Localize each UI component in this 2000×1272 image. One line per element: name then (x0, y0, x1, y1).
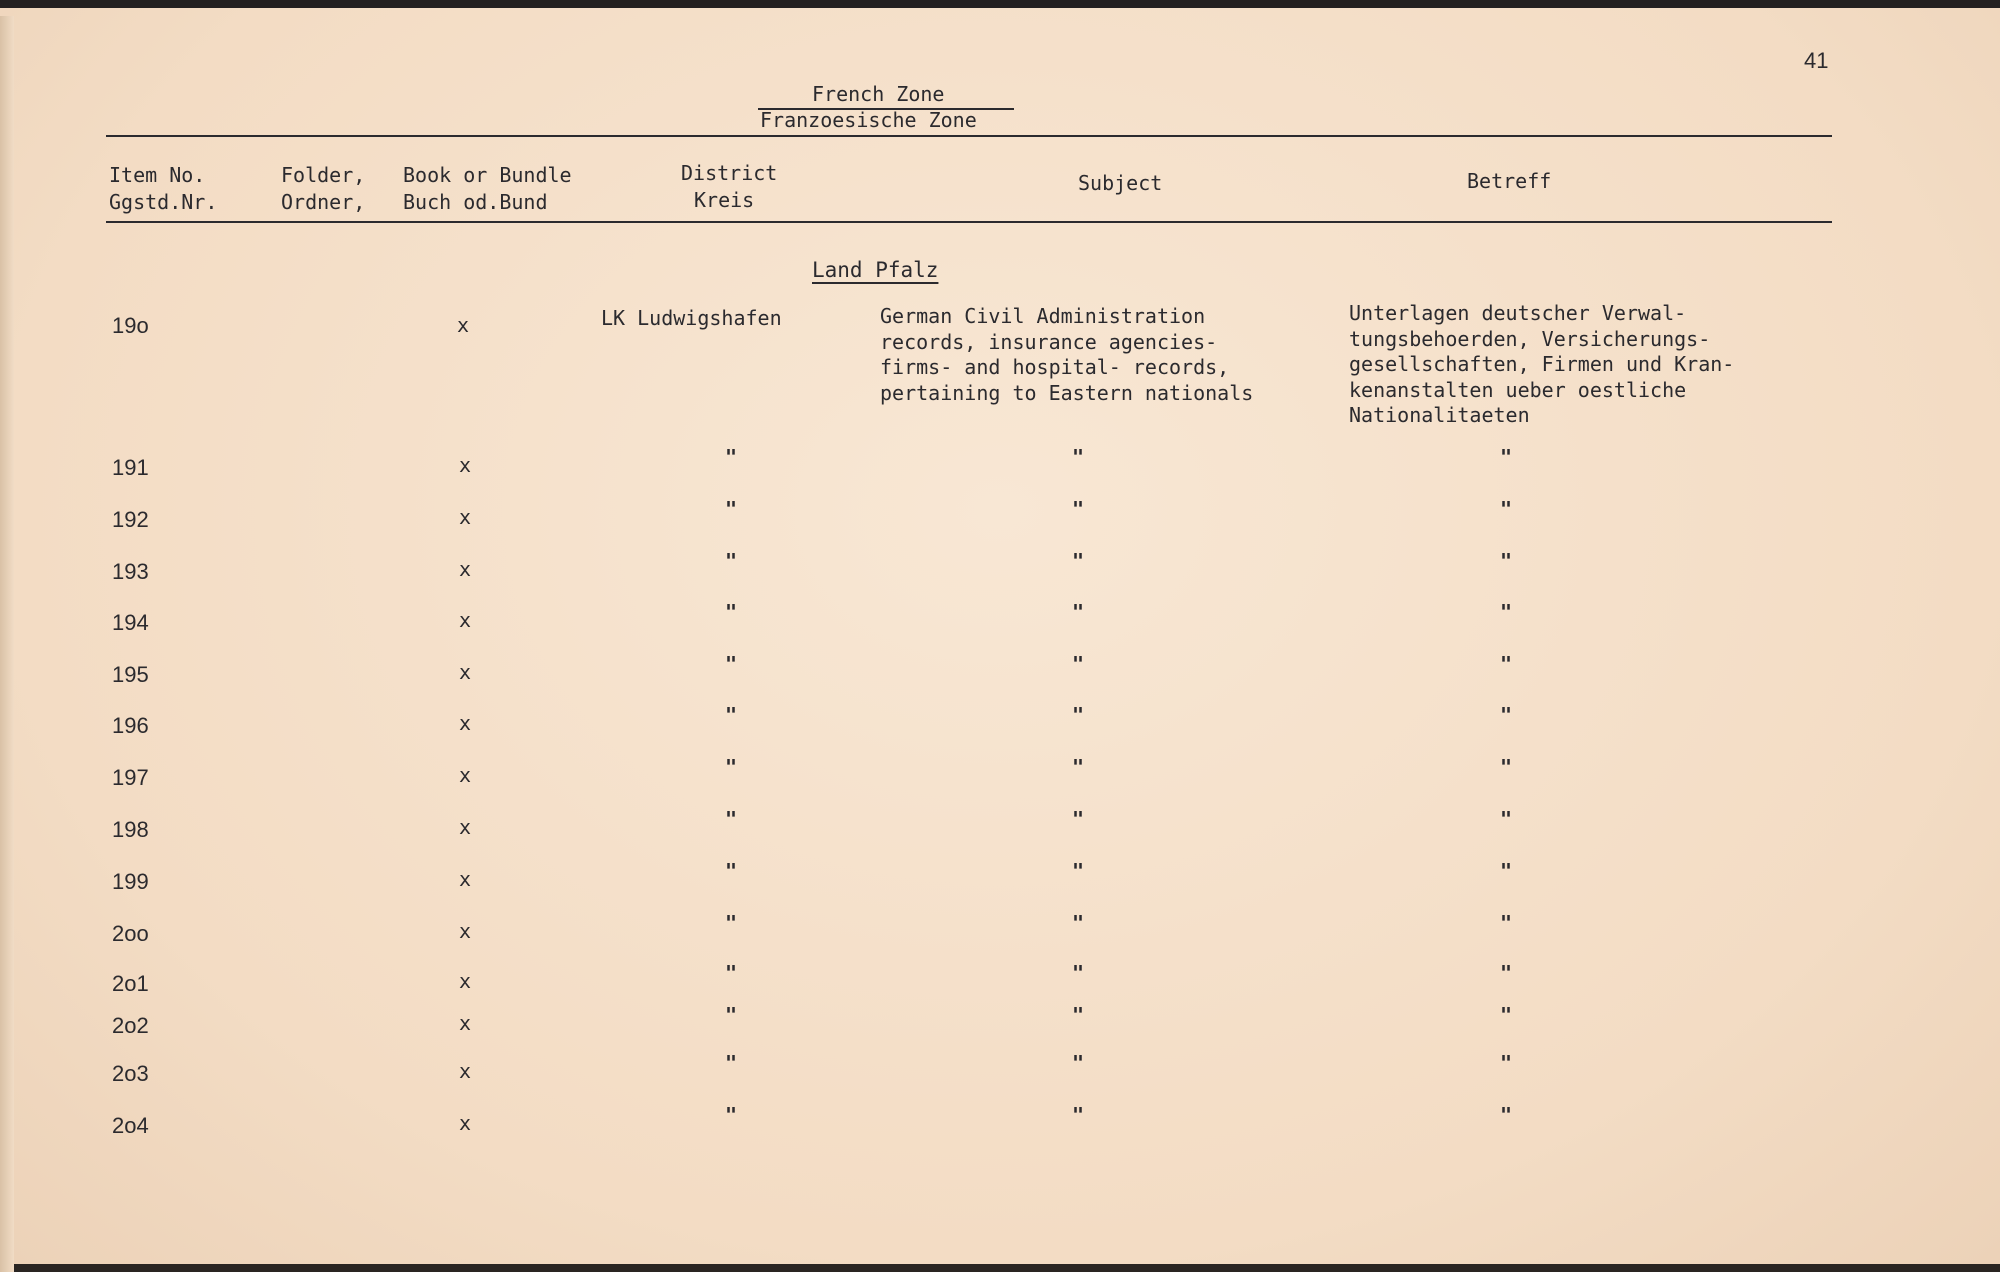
betreff-ditto: " (1500, 600, 1513, 624)
district-ditto: " (725, 911, 738, 935)
betreff-ditto: " (1500, 755, 1513, 779)
subject-ditto: " (1072, 859, 1085, 883)
district-ditto: " (725, 549, 738, 573)
page-binding-edge (0, 16, 14, 1272)
district-ditto: " (725, 445, 738, 469)
header-district-en: District (681, 161, 778, 185)
item-number: 2oo (112, 921, 149, 946)
header-bottom-rule (106, 221, 1832, 223)
document-page (0, 8, 2000, 1264)
subject-ditto: " (1072, 600, 1085, 624)
betreff-ditto: " (1500, 1003, 1513, 1027)
betreff-ditto: " (1500, 1103, 1513, 1127)
district-ditto: " (725, 652, 738, 676)
betreff-ditto: " (1500, 911, 1513, 935)
district-ditto: " (725, 600, 738, 624)
section-title: Land Pfalz (812, 258, 939, 282)
book-mark: x (459, 1111, 472, 1135)
book-mark: x (459, 505, 472, 529)
item-number: 191 (112, 455, 149, 480)
book-mark: x (459, 608, 472, 632)
subject-ditto: " (1072, 703, 1085, 727)
betreff-ditto: " (1500, 961, 1513, 985)
subject-ditto: " (1072, 807, 1085, 831)
header-item-de: Ggstd.Nr. (109, 190, 218, 214)
book-mark: x (459, 1011, 472, 1035)
column-header-betreff: Betreff (1467, 169, 1552, 193)
district-ditto: " (725, 961, 738, 985)
item-number: 197 (112, 765, 149, 790)
district-cell: LK Ludwigshafen (601, 306, 782, 330)
district-ditto: " (725, 1051, 738, 1075)
subject-ditto: " (1072, 961, 1085, 985)
betreff-cell: Unterlagen deutscher Verwal- tungsbehoerden, Versicherungs- gesellschaften, Firmen und Kran- kenanstalten ueber oestliche Nationalitaeten (1349, 301, 1735, 427)
item-number: 194 (112, 610, 149, 635)
item-number: 196 (112, 713, 149, 738)
subject-ditto: " (1072, 549, 1085, 573)
header-folder-de: Ordner, (281, 190, 366, 214)
zone-title-english: French Zone (812, 82, 945, 106)
district-ditto: " (725, 1103, 738, 1127)
item-number: 2o3 (112, 1061, 149, 1086)
subject-cell: German Civil Administration records, insurance agencies- firms- and hospital- records, pertaining to Eastern nationals (880, 304, 1254, 405)
book-mark: x (459, 763, 472, 787)
page-number: 41 (1804, 48, 1829, 73)
betreff-ditto: " (1500, 807, 1513, 831)
zone-title-german: Franzoesische Zone (760, 108, 977, 132)
betreff-ditto: " (1500, 859, 1513, 883)
book-mark: x (459, 867, 472, 891)
column-header-subject: Subject (1078, 171, 1163, 195)
book-mark: x (459, 1059, 472, 1083)
subject-ditto: " (1072, 445, 1085, 469)
district-ditto: " (725, 807, 738, 831)
betreff-ditto: " (1500, 703, 1513, 727)
item-number: 2o2 (112, 1013, 149, 1038)
subject-ditto: " (1072, 755, 1085, 779)
district-ditto: " (725, 703, 738, 727)
column-header-district (681, 160, 777, 214)
item-number: 199 (112, 869, 149, 894)
item-number: 19o (112, 313, 149, 338)
column-header-book (403, 162, 572, 216)
district-ditto: " (725, 859, 738, 883)
subject-ditto: " (1072, 1051, 1085, 1075)
item-number: 2o4 (112, 1113, 149, 1138)
district-ditto: " (725, 755, 738, 779)
betreff-ditto: " (1500, 445, 1513, 469)
header-district-de: Kreis (694, 188, 755, 212)
column-header-item (109, 162, 217, 216)
district-ditto: " (725, 497, 738, 521)
betreff-ditto: " (1500, 549, 1513, 573)
book-mark: x (457, 313, 470, 337)
item-number: 192 (112, 507, 149, 532)
item-number: 193 (112, 559, 149, 584)
subject-ditto: " (1072, 497, 1085, 521)
header-book-de: Buch od.Bund (403, 190, 548, 214)
subject-ditto: " (1072, 1003, 1085, 1027)
scan-top-border (0, 0, 2000, 8)
district-ditto: " (725, 1003, 738, 1027)
item-number: 2o1 (112, 971, 149, 996)
header-item-en: Item No. (109, 163, 206, 187)
item-number: 195 (112, 662, 149, 687)
column-header-folder (281, 162, 365, 216)
betreff-ditto: " (1500, 1051, 1513, 1075)
subject-ditto: " (1072, 911, 1085, 935)
item-number: 198 (112, 817, 149, 842)
betreff-ditto: " (1500, 652, 1513, 676)
header-folder-en: Folder, (281, 163, 366, 187)
book-mark: x (459, 969, 472, 993)
book-mark: x (459, 453, 472, 477)
book-mark: x (459, 919, 472, 943)
book-mark: x (459, 815, 472, 839)
book-mark: x (459, 557, 472, 581)
subject-ditto: " (1072, 652, 1085, 676)
subject-ditto: " (1072, 1103, 1085, 1127)
book-mark: x (459, 660, 472, 684)
header-book-en: Book or Bundle (403, 163, 572, 187)
header-top-rule (106, 135, 1832, 137)
book-mark: x (459, 711, 472, 735)
betreff-ditto: " (1500, 497, 1513, 521)
